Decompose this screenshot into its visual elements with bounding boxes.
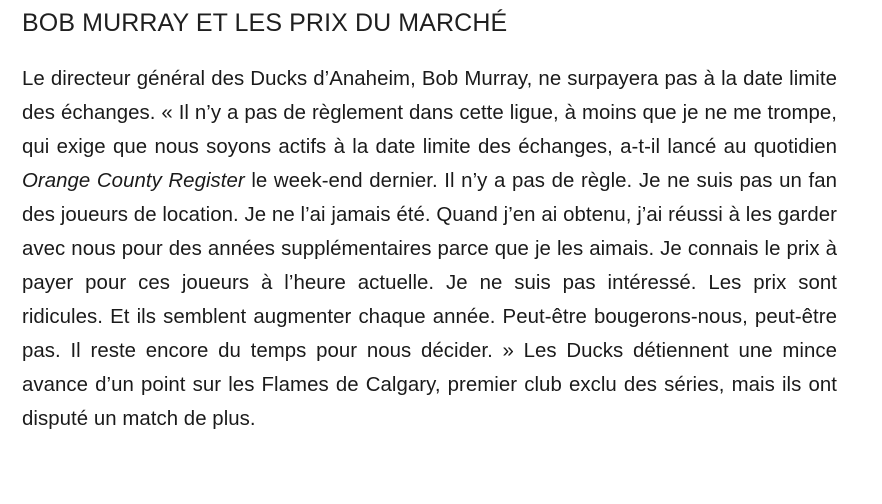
newspaper-title: Orange County Register <box>22 170 245 192</box>
article-headline: BOB MURRAY ET LES PRIX DU MARCHÉ <box>22 9 508 37</box>
paragraph-text-start: Le directeur général des Ducks d’Anaheim, Bob Murray, ne surpayera pas à la date limite des échanges. « Il n’y a pas de règlement dans cette ligue, à moins que je ne me trompe, qui exige que nous soyons actifs à la date limite des échanges, a-t-il lancé au quotidien <box>22 68 837 158</box>
article-paragraph <box>22 62 837 436</box>
article <box>22 6 837 436</box>
paragraph-text-end: le week-end dernier. Il n’y a pas de règle. Je ne suis pas un fan des joueurs de location. Je ne l’ai jamais été. Quand j’en ai obtenu, j’ai réussi à les garder avec nous pour des années supplémentaires parce que je les aimais. Je connais le prix à payer pour ces joueurs à l’heure actuelle. Je ne suis pas intéressé. Les prix sont ridicules. Et ils semblent augmenter chaque année. Peut-être bougerons-nous, peut-être pas. Il reste encore du temps pour nous décider. » Les Ducks détiennent une mince avance d’un point sur les Flames de Calgary, premier club exclu des séries, mais ils ont disputé un match de plus. <box>22 170 837 430</box>
